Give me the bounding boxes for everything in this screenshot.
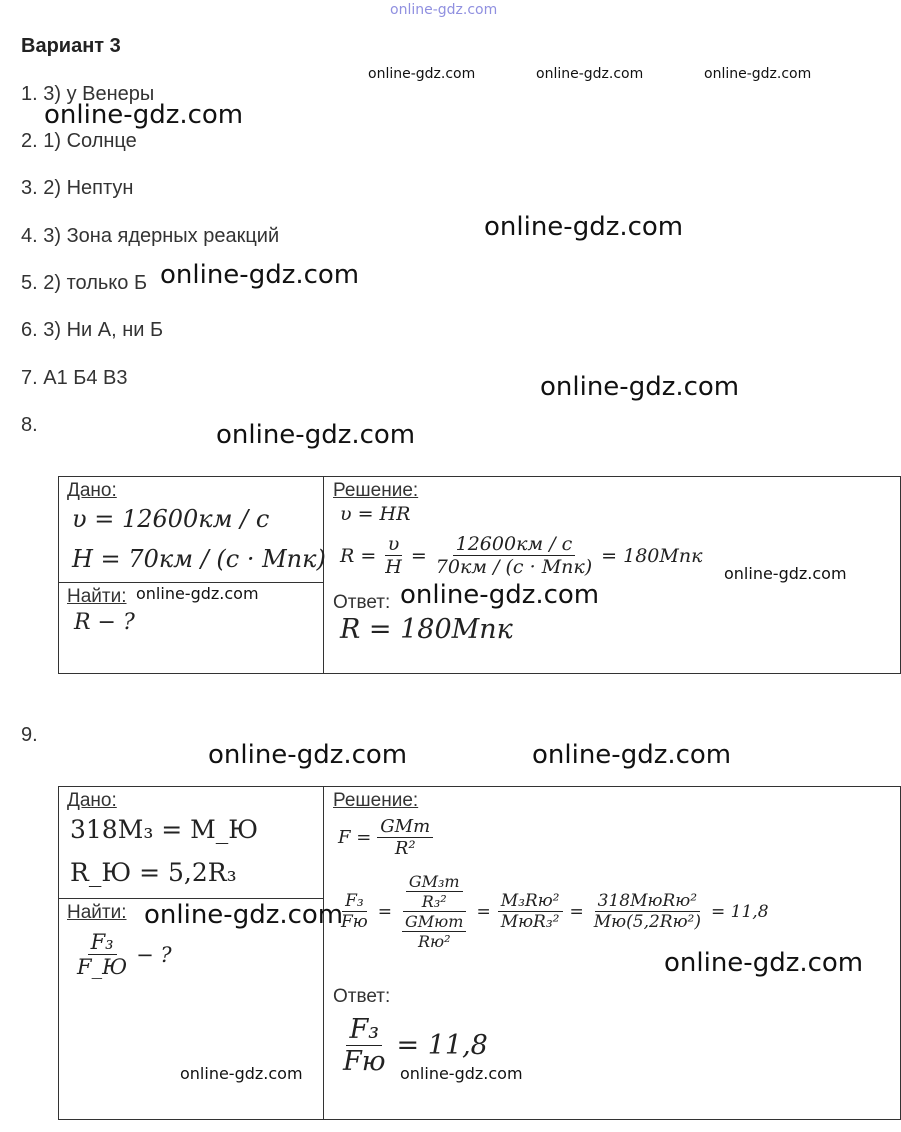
page-title: Вариант 3: [21, 35, 121, 57]
watermark: online-gdz.com: [44, 100, 244, 130]
table-divider: [58, 582, 323, 583]
equals-sign: =: [569, 901, 584, 922]
solution-label: Решение:: [333, 790, 419, 811]
fraction-numerator: υ: [385, 533, 403, 556]
solution-label: Решение:: [333, 480, 419, 501]
task-number: 8.: [21, 414, 38, 436]
given-label: Дано:: [67, 480, 117, 501]
fraction-denominator: R₃²: [421, 892, 447, 911]
equals-sign: =: [410, 544, 427, 567]
answer-value: R = 180Мпк: [340, 614, 513, 645]
fraction-numerator: [403, 872, 466, 912]
compound-fraction: [399, 872, 469, 951]
fraction-denominator: Fю: [343, 1046, 386, 1077]
watermark: online-gdz.com: [704, 66, 812, 82]
watermark: online-gdz.com: [400, 580, 600, 610]
watermark: online-gdz.com: [144, 900, 344, 930]
fraction: [382, 533, 405, 578]
fraction-numerator: F₃: [346, 1014, 382, 1046]
find-expression: [74, 930, 172, 979]
equals-sign: =: [377, 901, 393, 922]
ratio-derivation: [338, 872, 769, 951]
fraction: [433, 533, 595, 578]
watermark: online-gdz.com: [400, 1064, 523, 1083]
fraction-denominator: F_Ю: [77, 955, 128, 979]
fraction: [74, 930, 130, 979]
fraction-numerator: F₃: [342, 891, 367, 912]
watermark: online-gdz.com: [216, 420, 416, 450]
answer-item: 5. 2) только Б: [21, 272, 148, 294]
fraction-denominator: Fю: [341, 912, 368, 932]
given-label: Дано:: [67, 790, 117, 811]
fraction: [402, 912, 466, 951]
fraction-denominator: 70км / (с · Мпк): [435, 556, 593, 578]
table-divider: [323, 476, 324, 674]
equals-sign: =: [476, 901, 491, 922]
result: = 180Мпк: [601, 544, 703, 567]
fraction-denominator: Rю²: [417, 932, 451, 951]
find-label: Найти:: [67, 586, 127, 607]
task-number: 9.: [21, 724, 38, 746]
watermark: online-gdz.com: [664, 948, 864, 978]
watermark: online-gdz.com: [532, 740, 732, 770]
table-divider: [58, 898, 323, 899]
watermark: online-gdz.com: [484, 212, 684, 242]
watermark: online-gdz.com: [536, 66, 644, 82]
fraction-denominator: H: [385, 556, 402, 578]
answer-label: Ответ:: [333, 592, 391, 613]
find-suffix: − ?: [136, 942, 172, 967]
fraction-numerator: M₃Rю²: [498, 891, 563, 912]
top-watermark: online-gdz.com: [390, 2, 498, 18]
formula: υ = HR: [340, 503, 411, 525]
fraction-numerator: GM₃m: [406, 872, 463, 892]
fraction: [377, 816, 433, 859]
answer-label: Ответ:: [333, 986, 391, 1007]
r-lhs: R =: [340, 544, 377, 567]
watermark: online-gdz.com: [540, 372, 740, 402]
fraction-numerator: GMm: [377, 816, 433, 838]
answer-item: 3. 2) Нептун: [21, 177, 134, 199]
table-divider: [323, 786, 324, 1120]
watermark: online-gdz.com: [160, 260, 360, 290]
find-value: R − ?: [74, 610, 135, 635]
answer-item: 6. 3) Ни А, ни Б: [21, 319, 164, 341]
fraction: [591, 891, 704, 932]
fraction-denominator: MюR₃²: [500, 912, 560, 932]
fraction-numerator: 12600км / с: [453, 533, 576, 556]
gravity-formula: [338, 816, 433, 859]
watermark: online-gdz.com: [724, 564, 847, 583]
find-label: Найти:: [67, 902, 127, 923]
fraction: [406, 872, 463, 911]
answer-item: 7. А1 Б4 В3: [21, 367, 128, 389]
given-value: υ = 12600км / с: [72, 505, 270, 533]
fraction-denominator: [399, 912, 469, 951]
given-value: R_Ю = 5,2R₃: [70, 858, 237, 887]
fraction-denominator: Mю(5,2Rю²): [593, 912, 702, 932]
answer-item: 2. 1) Солнце: [21, 130, 137, 152]
result: = 11,8: [711, 901, 769, 922]
answer-value: = 11,8: [396, 1030, 488, 1061]
watermark: online-gdz.com: [180, 1064, 303, 1083]
fraction: [340, 1014, 389, 1077]
given-value: Н = 70км / (с · Мпк): [72, 545, 326, 573]
answer-item: 1. 3) у Венеры: [21, 83, 155, 105]
fraction-denominator: R²: [394, 838, 416, 859]
given-value: 318М₃ = М_Ю: [70, 815, 259, 844]
f-lhs: F =: [338, 827, 372, 848]
answer-item: 4. 3) Зона ядерных реакций: [21, 225, 280, 247]
watermark: online-gdz.com: [368, 66, 476, 82]
fraction-numerator: F₃: [88, 930, 117, 955]
r-formula: [340, 533, 702, 578]
watermark: online-gdz.com: [136, 584, 259, 603]
fraction-numerator: GMюm: [402, 912, 466, 932]
fraction: [498, 891, 563, 932]
watermark: online-gdz.com: [208, 740, 408, 770]
fraction-numerator: 318MюRю²: [595, 891, 700, 912]
